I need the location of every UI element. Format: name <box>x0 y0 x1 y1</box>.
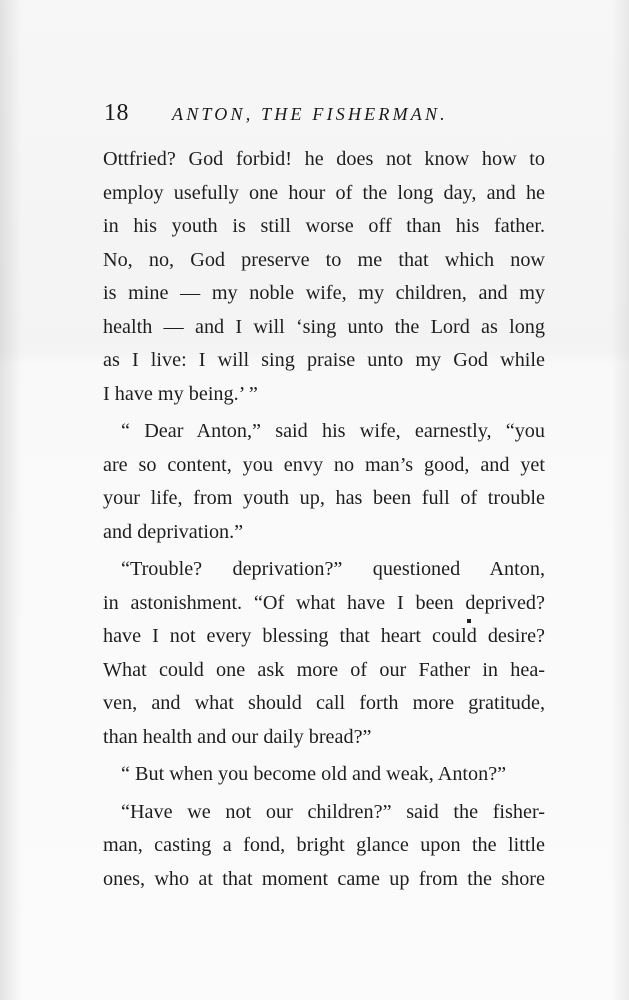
text-line: health — and I will ‘sing unto the Lord as long <box>103 315 545 338</box>
text-line: in astonishment. “Of what have I been deprived? <box>103 591 545 614</box>
text-line: is mine — my noble wife, my children, and my <box>103 282 545 304</box>
text-line: than health and our daily bread?” <box>103 725 372 748</box>
text-line: What could one ask more of our Father in hea- <box>103 658 545 681</box>
text-line: No, no, God preserve to me that which now <box>103 248 545 271</box>
text-line: ones, who at that moment came up from the shore <box>103 867 545 890</box>
text-line: “ But when you become old and weak, Anton?” <box>121 763 507 785</box>
text-line: ven, and what should call forth more gratitude, <box>103 692 545 714</box>
text-line: your life, from youth up, has been full of trouble <box>103 487 545 509</box>
text-line: and deprivation.” <box>103 520 244 543</box>
text-line: man, casting a fond, bright glance upon the little <box>103 834 545 856</box>
text-line: as I live: I will sing praise unto my God while <box>103 349 545 371</box>
text-line: employ usefully one hour of the long day, and he <box>103 181 545 204</box>
text-line: Ottfried? God forbid! he does not know how to <box>103 148 545 170</box>
text-line: in his youth is still worse off than his father. <box>103 215 545 237</box>
text-line: I have my being.’ ” <box>103 382 258 405</box>
page-number: 18 <box>104 100 129 126</box>
text-line: “ Dear Anton,” said his wife, earnestly, “you <box>121 420 545 442</box>
text-line: are so content, you envy no man’s good, and yet <box>103 453 545 476</box>
ink-speck <box>467 619 471 623</box>
page-edge-shadow-left <box>0 0 22 1000</box>
body-text <box>103 143 545 896</box>
text-line: have I not every blessing that heart could desire? <box>103 625 545 647</box>
text-line: “Have we not our children?” said the fisher- <box>121 800 545 823</box>
page-header <box>104 100 534 130</box>
running-title: ANTON, THE FISHERMAN. <box>172 104 448 124</box>
text-line: “Trouble? deprivation?” questioned Anton, <box>121 558 545 580</box>
page-edge-shadow-right <box>611 0 629 1000</box>
